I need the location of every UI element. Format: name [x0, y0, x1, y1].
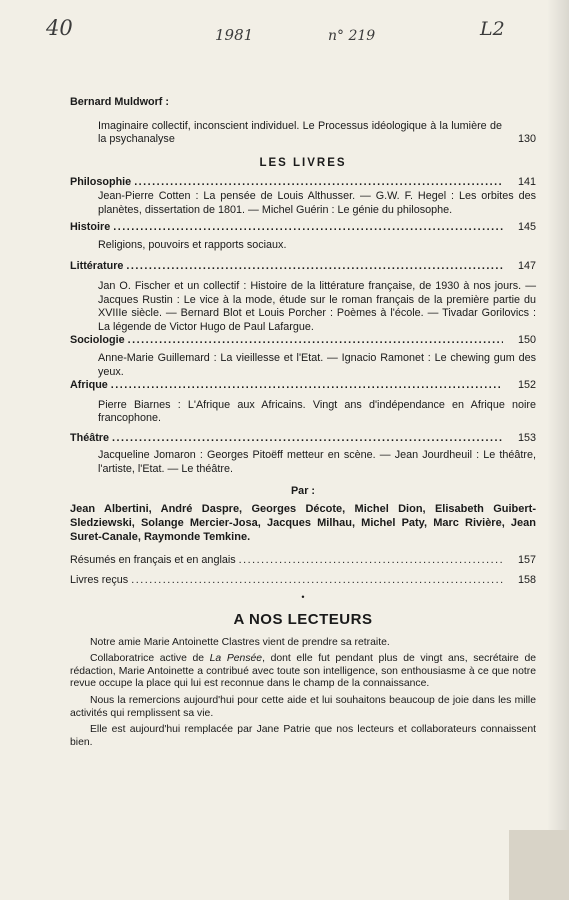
page-edge-shadow	[547, 0, 569, 900]
resumes-page: 157	[517, 554, 536, 567]
lecteurs-notice	[70, 637, 536, 750]
livres-heading: LES LIVRES	[259, 156, 347, 169]
handwritten-note-right: L2	[480, 18, 505, 40]
separator-bullet: •	[301, 592, 305, 603]
notice-paragraph: Nous la remercions aujourd'hui pour cette aide et lui souhaitons beaucoup de joie dans les mille activités qui remplissent sa vie.	[70, 695, 536, 719]
article-entry	[70, 120, 536, 147]
section-label: Philosophie	[70, 176, 132, 189]
par-label: Par :	[290, 484, 315, 497]
article-author: Bernard Muldworf :	[70, 96, 169, 108]
notice-paragraph: Elle est aujourd'hui remplacée par Jane Patrie que nos lecteurs et collaborateurs connaissent bien.	[70, 724, 536, 748]
handwritten-note-left: 40	[46, 16, 73, 40]
section-label: Sociologie	[70, 334, 125, 347]
livres-recus-label: Livres reçus	[70, 573, 129, 586]
section-page: 147	[517, 260, 536, 273]
resumes-row	[70, 554, 536, 568]
section-text-afrique: Pierre Biarnes : L'Afrique aux Africains. Vingt ans d'indépendance en Afrique noire francophone.	[98, 398, 536, 425]
section-text-sociologie: Anne-Marie Guillemard : La vieillesse et l'Etat. — Ignacio Ramonet : Le chewing gum des yeux.	[98, 351, 536, 378]
section-page: 152	[517, 379, 536, 392]
notice-text: , dont elle fut pendant plus de vingt ans, secrétaire de rédaction, Marie Antoinette a contribué avec toute son intelligence, son enthousiasme à ce que notre revue occupe la place qui lui est reconnue dans le champ de la connaissance.	[70, 653, 537, 690]
dot-leader	[239, 554, 503, 568]
section-text-theatre: Jacqueline Jomaron : Georges Pitoëff metteur en scène. — Jean Jourdheuil : Le théâtre, l'artiste, l'Etat. — Le théâtre.	[98, 449, 536, 476]
section-text-philosophie: Jean-Pierre Cotten : La pensée de Louis Althusser. — G.W. F. Hegel : Les orbites des planètes, dissertation de 1801. — Michel Guérin : Le génie du philosophe.	[98, 189, 536, 216]
lecteurs-title: A NOS LECTEURS	[233, 611, 373, 629]
section-row-histoire	[70, 221, 536, 235]
handwritten-note-number: n° 219	[328, 28, 376, 44]
dot-leader	[111, 379, 503, 393]
section-row-afrique	[70, 379, 536, 393]
article-page: 130	[517, 133, 536, 146]
section-label: Théâtre	[70, 431, 110, 444]
dot-leader	[112, 432, 503, 446]
notice-paragraph: Notre amie Marie Antoinette Clastres vient de prendre sa retraite.	[90, 636, 390, 648]
section-text-litterature: Jan O. Fischer et un collectif : Histoire de la littérature française, de 1930 à nos jours. — Jacques Rustin : Le vice à la mode, étude sur le roman français de la première partie du XVIIIe siècle. — Bernard Blot et Louis Porcher : Poèmes à l'école. — Tivadar Gorilovics : La légende de Victor Hugo de Paul Lafargue.	[98, 279, 536, 333]
dot-leader	[113, 221, 503, 235]
section-row-sociologie	[70, 334, 536, 348]
section-label: Afrique	[70, 379, 108, 392]
contributors-list: Jean Albertini, André Daspre, Georges Décote, Michel Dion, Elisabeth Guibert-Sledziewski, Solange Mercier-Josa, Jacques Milhau, Michel Paty, Marc Rivière, Jean Suret-Canale, Raymonde Temkine.	[70, 503, 536, 544]
dot-leader	[126, 260, 503, 274]
notice-paragraph	[70, 653, 536, 691]
section-page: 153	[517, 431, 536, 444]
article-title: Imaginaire collectif, inconscient individuel. Le Processus idéologique à la lumière de la psychanalyse	[98, 119, 502, 146]
handwritten-note-year: 1981	[215, 26, 254, 44]
table-of-contents	[70, 96, 536, 753]
journal-title: La Pensée	[209, 653, 263, 665]
section-row-philosophie	[70, 176, 536, 190]
section-row-litterature	[70, 260, 536, 274]
dot-leader	[134, 176, 503, 190]
scan-margin	[509, 830, 569, 900]
livres-recus-page: 158	[517, 573, 536, 586]
dot-leader	[131, 574, 503, 588]
notice-text: Collaboratrice active de	[90, 653, 210, 665]
section-text-histoire: Religions, pouvoirs et rapports sociaux.	[98, 238, 287, 251]
resumes-label: Résumés en français et en anglais	[70, 554, 236, 567]
section-label: Histoire	[70, 221, 111, 234]
section-page: 145	[517, 221, 536, 234]
dot-leader	[128, 334, 503, 348]
section-page: 141	[517, 176, 536, 189]
section-label: Littérature	[70, 260, 124, 273]
section-row-theatre	[70, 432, 536, 446]
section-page: 150	[517, 334, 536, 347]
livres-recus-row	[70, 574, 536, 588]
